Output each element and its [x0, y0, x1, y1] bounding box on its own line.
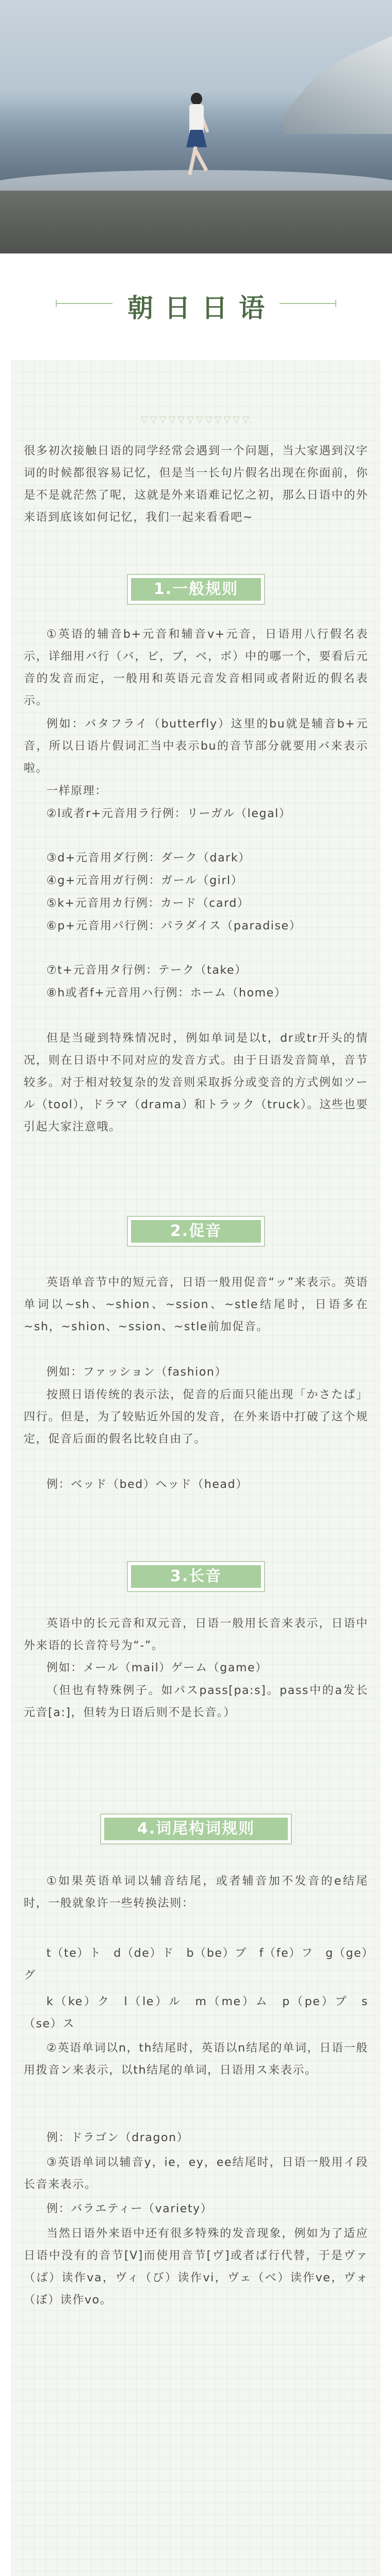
intro-paragraph: 很多初次接触日语的同学经常会遇到一个问题，当大家遇到汉字词的时候都很容易记忆，但是当一长句片假名出现在你面前，你是不是就茫然了呢，这就是外来语难记忆之初，那么日语中的外来语到底该如何记忆，我们一起来看看吧~ [24, 445, 368, 524]
section-4-para: 当然日语外来语中还有很多特殊的发音现象，例如为了适应日语中没有的音节[V]而使用音节[ヴ]或者ば行代替，于是ヴァ（ば）读作va，ヴィ（び）读作vi，ヴェ（べ）读作ve，ヴォ（ぼ）读作vo。 [24, 2227, 368, 2307]
section-4-para: ②英语单词以n，th结尾时，英语以n结尾的单词，日语一般用拨音ン来表示，以th结尾的单词，日语用ス来表示。 [24, 2042, 368, 2077]
section-3-para: 英语中的长元音和双元音，日语一般用长音来表示，日语中外来语的长音符号为“-”。 [24, 1617, 368, 1652]
section-4-para: 例：ドラゴン（dragon） [46, 2131, 189, 2144]
section-1-para: 一样原理： [46, 785, 108, 798]
section-heading-1: 1.一般规则 [127, 574, 265, 605]
section-heading-3: 3.长音 [127, 1561, 265, 1592]
section-2-para: 例如：ファッション（fashion） [46, 1366, 227, 1379]
section-2-para: 英语单音节中的短元音，日语一般用促音“ッ”来表示。英语单词以~sh、~shion、~ssion、~stle结尾时，日语多在~sh，~shion、~ssion、~stle前加促音。 [24, 1276, 368, 1333]
section-3-para: 例如：メール（mail）ゲーム（game） [46, 1662, 268, 1674]
section-1-para: ⑦t+元音用タ行例：テーク（take） [46, 964, 247, 977]
hero-photo [0, 0, 392, 253]
section-heading-4: 4.词尾构词规则 [100, 1814, 292, 1844]
section-4-para: ③英语单词以辅音y，ie，ey，ee结尾时，日语一般用イ段长音来表示。 [24, 2156, 368, 2191]
page-title: 朝日日语 [127, 293, 276, 323]
section-1-para: ⑧h或者f+元音用ハ行例：ホーム（home） [46, 987, 287, 999]
section-1-para: ⑤k+元音用カ行例：カード（card） [46, 897, 250, 910]
section-2-para: 按照日语传统的表示法，促音的后面只能出现「かさたぱ」四行。但是，为了较贴近外国的发音，在外来语中打破了这个规定，促音后面的假名比较自由了。 [24, 1388, 368, 1446]
section-4-para: 例：バラエティー（variety） [46, 2202, 213, 2215]
section-1-para: 例如：バタフライ（butterfly）这里的bu就是辅音b+元音，所以日语片假词汇当中表示bu的音节部分就要用バ来表示啦。 [24, 718, 368, 775]
section-3-para: （但也有特殊例子。如パスpass[pa:s]。pass中的a发长元音[a:]，但转为日语后则不是长音。） [24, 1684, 368, 1719]
decor-triangles: ▽▽▽▽▽▽▽▽▽▽▽▽ [140, 414, 252, 425]
section-1-para: ④g+元音用ガ行例：ガール（girl） [46, 874, 243, 887]
title-banner [0, 283, 392, 325]
section-1-para: ②l或者r+元音用ラ行例：リーガル（legal） [46, 807, 291, 820]
content-card [11, 361, 381, 2576]
title-divider-right [280, 303, 335, 304]
girl-figure [183, 93, 209, 180]
section-1-para: 但是当碰到特殊情况时，例如单词是以t，dr或tr开头的情况，则在日语中不同对应的发音方式。由于日语发音简单，音节较多。对于相对较复杂的发音则采取拆分或变音的方式例如ツール（tool），ドラマ（drama）和トラック（truck）。这些也要引起大家注意哦。 [24, 1032, 368, 1133]
section-2-para: 例：ベッド（bed）ヘッド（head） [46, 1478, 248, 1491]
section-1-para: ③d+元音用ダ行例：ダーク（dark） [46, 852, 251, 865]
section-1-para: ①英语的辅音b+元音和辅音v+元音，日语用八行假名表示，详细用バ行（バ，ビ，ブ，ベ，ボ）中的哪一个，要看后元音的发音而定，一般用和英语元音发音相同或者附近的假名表示。 [24, 628, 368, 707]
section-4-para: k（ke）ク l（le）ル m（me）ム p（pe）プ s（se）ス [24, 1995, 368, 2030]
section-heading-2: 2.促音 [127, 1216, 265, 1247]
section-4-para: ①如果英语单词以辅音结尾，或者辅音加不发音的e结尾时，一般就象许一些转换法则： [24, 1875, 368, 1910]
section-4-para: t（te）ト d（de）ド b（be）ブ f（fe）フ g（ge）グ [24, 1947, 368, 1982]
section-1-para: ⑥p+元音用パ行例：パラダイス（paradise） [46, 920, 302, 933]
